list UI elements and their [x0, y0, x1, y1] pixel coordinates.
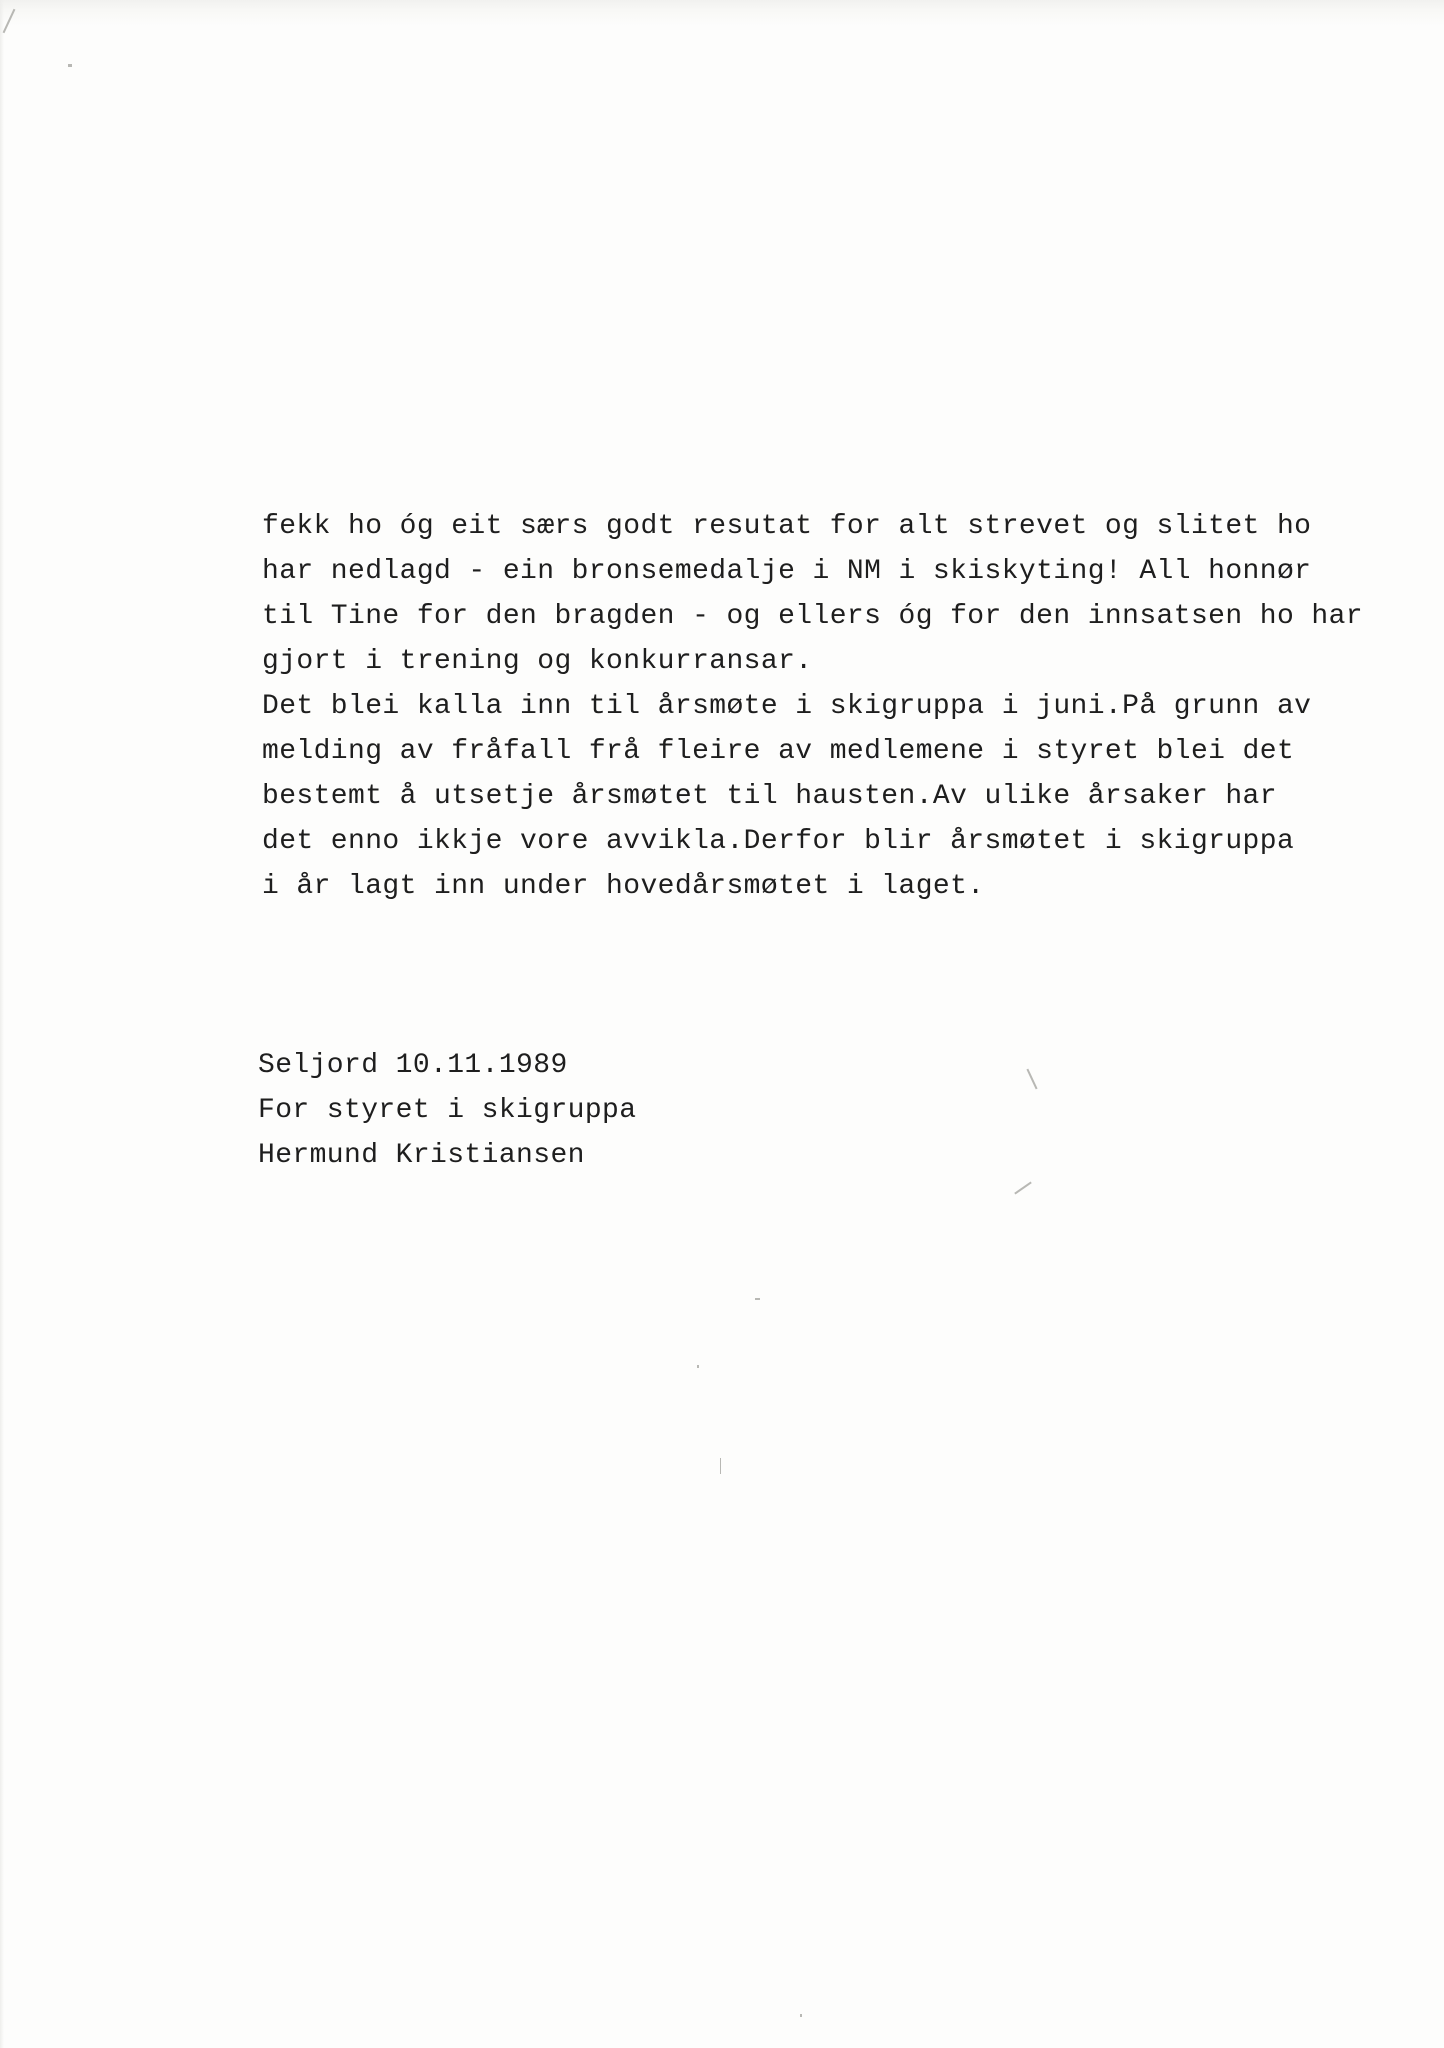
signature-role: For styret i skigruppa	[258, 1095, 637, 1126]
body-line: bestemt å utsetje årsmøtet til hausten.Av ulike årsaker har	[262, 781, 1277, 812]
body-line: har nedlagd - ein bronsemedalje i NM i skiskyting! All honnør	[262, 556, 1312, 587]
scan-speck	[68, 64, 72, 67]
body-line: gjort i trening og konkurransar.	[262, 646, 813, 677]
signature-name: Hermund Kristiansen	[258, 1140, 585, 1171]
body-line: til Tine for den bragden - og ellers óg for den innsatsen ho har	[262, 601, 1363, 632]
scan-speck	[1014, 1181, 1032, 1194]
scan-speck	[800, 2014, 802, 2017]
body-text	[262, 504, 1422, 909]
scan-speck	[1026, 1069, 1037, 1090]
scan-top-edge	[0, 0, 1444, 26]
scan-speck	[755, 1298, 760, 1300]
body-line: det enno ikkje vore avvikla.Derfor blir årsmøtet i skigruppa	[262, 826, 1295, 857]
scan-left-edge	[0, 0, 4, 2048]
body-line: melding av fråfall frå fleire av medlemene i styret blei det	[262, 736, 1295, 767]
signature-block	[258, 1043, 958, 1178]
body-line: fekk ho óg eit særs godt resutat for alt strevet og slitet ho	[262, 511, 1312, 542]
place-date: Seljord 10.11.1989	[258, 1050, 568, 1081]
scan-speck	[720, 1458, 721, 1474]
body-line: i år lagt inn under hovedårsmøtet i laget.	[262, 871, 985, 902]
body-line: Det blei kalla inn til årsmøte i skigruppa i juni.På grunn av	[262, 691, 1312, 722]
scan-speck	[697, 1365, 699, 1368]
